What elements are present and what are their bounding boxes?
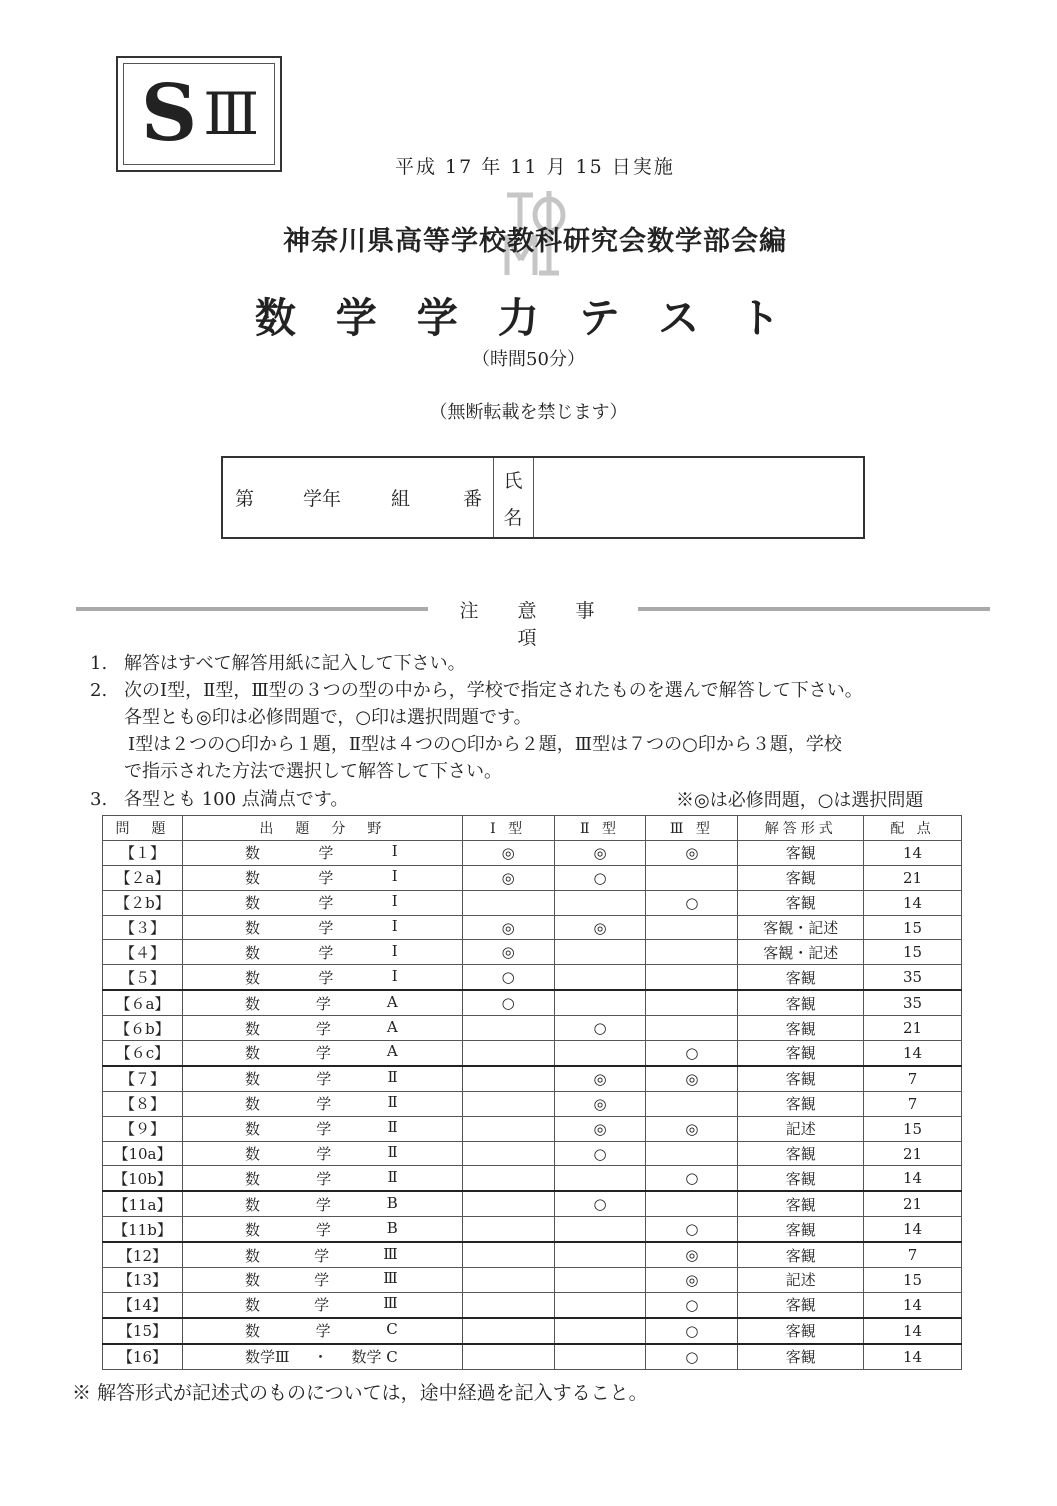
label-grade: 学年 bbox=[303, 488, 342, 510]
points-cell: 14 bbox=[864, 1217, 962, 1242]
field-part: 学 bbox=[316, 1145, 332, 1164]
points-cell: 15 bbox=[864, 1268, 962, 1293]
field-cell bbox=[182, 1091, 462, 1116]
field-part: A bbox=[386, 1042, 398, 1061]
field-part: 数 bbox=[244, 1271, 260, 1290]
field-part: 数 bbox=[244, 869, 260, 888]
problem-number-cell: 【11a】 bbox=[103, 1191, 183, 1216]
field-part: 数 bbox=[244, 994, 260, 1013]
problem-number-cell: 【10b】 bbox=[103, 1166, 183, 1191]
problem-number-cell: 【12】 bbox=[103, 1242, 183, 1267]
points-cell: 7 bbox=[864, 1242, 962, 1267]
header-points: 配 点 bbox=[864, 816, 962, 841]
type3-mark-cell: ○ bbox=[646, 1318, 738, 1344]
logo-letter: S bbox=[140, 68, 198, 159]
answer-form-cell: 客観 bbox=[738, 965, 864, 990]
field-cell bbox=[182, 840, 462, 865]
answer-form-cell: 客観 bbox=[738, 1016, 864, 1041]
type2-mark-cell bbox=[554, 1041, 646, 1066]
field-part: Ⅱ bbox=[387, 1068, 398, 1087]
type3-mark-cell: ○ bbox=[646, 1166, 738, 1191]
table-row bbox=[103, 1292, 962, 1317]
points-cell: 14 bbox=[864, 1041, 962, 1066]
type1-mark-cell: ◎ bbox=[462, 840, 554, 865]
field-cell bbox=[182, 1217, 462, 1242]
problem-number-cell: 【11b】 bbox=[103, 1217, 183, 1242]
type3-mark-cell bbox=[646, 1091, 738, 1116]
logo-numeral: Ⅲ bbox=[203, 80, 258, 148]
field-part: 数 bbox=[244, 943, 260, 962]
field-part: 数 bbox=[244, 919, 260, 937]
type2-mark-cell bbox=[554, 965, 646, 990]
answer-form-cell: 客観 bbox=[738, 1141, 864, 1166]
problem-number-cell: 【２b】 bbox=[103, 890, 183, 915]
field-part: 学 bbox=[315, 994, 331, 1013]
note-1-text: 解答はすべて解答用紙に記入して下さい。 bbox=[124, 653, 466, 674]
answer-form-cell: 客観 bbox=[738, 1066, 864, 1091]
field-part: 数 bbox=[244, 1220, 260, 1239]
points-cell: 14 bbox=[864, 1344, 962, 1369]
note-2: 2. bbox=[90, 680, 108, 701]
field-part: 数 bbox=[244, 1095, 260, 1114]
type2-mark-cell: ○ bbox=[554, 1016, 646, 1041]
problem-number-cell: 【13】 bbox=[103, 1268, 183, 1293]
field-part: C bbox=[386, 1320, 398, 1339]
type3-mark-cell bbox=[646, 965, 738, 990]
field-part: B bbox=[386, 1218, 398, 1237]
table-row bbox=[103, 915, 962, 940]
type3-mark-cell: ◎ bbox=[646, 1116, 738, 1141]
field-part: 数 bbox=[244, 1145, 260, 1164]
type1-mark-cell: ◎ bbox=[462, 865, 554, 890]
points-cell: 35 bbox=[864, 965, 962, 990]
type1-mark-cell bbox=[462, 1166, 554, 1191]
table-row bbox=[103, 840, 962, 865]
divider-left bbox=[76, 607, 428, 611]
answer-form-cell: 客観・記述 bbox=[738, 915, 864, 940]
type3-mark-cell bbox=[646, 1191, 738, 1216]
points-cell: 14 bbox=[864, 1166, 962, 1191]
type3-mark-cell: ◎ bbox=[646, 840, 738, 865]
type1-mark-cell: ◎ bbox=[462, 915, 554, 940]
field-part: Ⅱ bbox=[387, 1093, 398, 1112]
type3-mark-cell: ○ bbox=[646, 1292, 738, 1317]
field-part: 数 bbox=[244, 894, 260, 913]
field-part: 学 bbox=[318, 968, 334, 987]
table-row bbox=[103, 1066, 962, 1091]
field-part: Ⅰ bbox=[391, 842, 398, 861]
table-row bbox=[103, 1191, 962, 1216]
type1-mark-cell bbox=[462, 1292, 554, 1317]
table-row bbox=[103, 1116, 962, 1141]
field-part: ・ bbox=[312, 1348, 328, 1367]
table-row bbox=[103, 1041, 962, 1066]
type1-mark-cell bbox=[462, 1141, 554, 1166]
note-2-text: 次のⅠ型，Ⅱ型，Ⅲ型の３つの型の中から，学校で指定されたものを選んで解答して下さい。 各型とも◎印は必修問題で，○印は選択問題です。 Ⅰ型は２つの○印から１題，Ⅱ型は４つの○印から２題，Ⅲ型は７つの○印から３題，学校 で指示された方法で選択して解答して下さい。 bbox=[124, 680, 863, 782]
type2-mark-cell: ◎ bbox=[554, 1091, 646, 1116]
type2-mark-cell bbox=[554, 1344, 646, 1369]
problem-number-cell: 【９】 bbox=[103, 1116, 183, 1141]
field-cell bbox=[182, 965, 462, 990]
points-cell: 7 bbox=[864, 1091, 962, 1116]
field-cell bbox=[182, 865, 462, 890]
type3-mark-cell: ○ bbox=[646, 890, 738, 915]
field-part: Ⅰ bbox=[391, 941, 398, 960]
type2-mark-cell: ◎ bbox=[554, 840, 646, 865]
organization: 神奈川県高等学校教科研究会数学部会編 bbox=[283, 226, 787, 257]
field-part: 学 bbox=[316, 1070, 332, 1089]
type2-mark-cell: ◎ bbox=[554, 915, 646, 940]
points-cell: 14 bbox=[864, 840, 962, 865]
table-row bbox=[103, 1141, 962, 1166]
type2-mark-cell: ○ bbox=[554, 865, 646, 890]
notes-heading: 注 意 事 項 bbox=[459, 600, 634, 649]
table-body bbox=[103, 840, 962, 1369]
type1-mark-cell bbox=[462, 1318, 554, 1344]
field-part: 学 bbox=[318, 894, 334, 913]
table-row bbox=[103, 1166, 962, 1191]
table-row bbox=[103, 1091, 962, 1116]
problem-number-cell: 【14】 bbox=[103, 1292, 183, 1317]
exam-logo bbox=[116, 56, 282, 172]
type3-mark-cell: ○ bbox=[646, 1041, 738, 1066]
field-cell bbox=[182, 1268, 462, 1293]
type1-mark-cell bbox=[462, 1344, 554, 1369]
type1-mark-cell bbox=[462, 1041, 554, 1066]
field-part: Ⅱ bbox=[387, 1143, 398, 1162]
problem-number-cell: 【16】 bbox=[103, 1344, 183, 1369]
field-part: 学 bbox=[316, 1169, 332, 1188]
problem-table bbox=[102, 815, 962, 1370]
answer-form-cell: 客観 bbox=[738, 890, 864, 915]
table-row bbox=[103, 890, 962, 915]
field-part: Ⅰ bbox=[391, 966, 398, 985]
note-1: 1. bbox=[90, 653, 108, 674]
table-row bbox=[103, 1217, 962, 1242]
field-part: B bbox=[386, 1193, 398, 1212]
field-part: 学 bbox=[314, 1271, 330, 1290]
field-part: Ⅰ bbox=[391, 917, 398, 935]
divider-right bbox=[638, 607, 990, 611]
field-part: 数 bbox=[244, 1120, 260, 1139]
field-part: 学 bbox=[318, 919, 334, 937]
type1-mark-cell bbox=[462, 1217, 554, 1242]
points-cell: 15 bbox=[864, 940, 962, 965]
field-part: Ⅲ bbox=[383, 1294, 398, 1313]
type1-mark-cell: ◎ bbox=[462, 940, 554, 965]
field-part: 学 bbox=[318, 943, 334, 962]
answer-form-cell: 客観 bbox=[738, 1318, 864, 1344]
field-part: Ⅲ bbox=[383, 1269, 398, 1288]
field-part: 学 bbox=[315, 1195, 331, 1214]
page-title: 数学学力テスト bbox=[254, 294, 821, 342]
field-cell bbox=[182, 1292, 462, 1317]
type1-mark-cell bbox=[462, 1268, 554, 1293]
type3-mark-cell bbox=[646, 940, 738, 965]
field-part: 数 bbox=[244, 1019, 260, 1038]
header-type3: Ⅲ 型 bbox=[646, 816, 738, 841]
table-row bbox=[103, 1344, 962, 1369]
header-type2: Ⅱ 型 bbox=[554, 816, 646, 841]
field-part: Ⅱ bbox=[387, 1118, 398, 1137]
type2-mark-cell bbox=[554, 1292, 646, 1317]
field-part: 数 bbox=[244, 1246, 260, 1265]
table-row bbox=[103, 865, 962, 890]
field-cell bbox=[182, 1141, 462, 1166]
type3-mark-cell bbox=[646, 915, 738, 940]
table-row bbox=[103, 940, 962, 965]
table-header bbox=[103, 816, 962, 841]
problem-number-cell: 【15】 bbox=[103, 1318, 183, 1344]
points-cell: 35 bbox=[864, 990, 962, 1015]
type2-mark-cell bbox=[554, 1217, 646, 1242]
table-row bbox=[103, 1242, 962, 1267]
header-answer-form: 解答形式 bbox=[738, 816, 864, 841]
type1-mark-cell bbox=[462, 1242, 554, 1267]
points-cell: 14 bbox=[864, 1318, 962, 1344]
problem-number-cell: 【10a】 bbox=[103, 1141, 183, 1166]
problem-number-cell: 【４】 bbox=[103, 940, 183, 965]
points-cell: 7 bbox=[864, 1066, 962, 1091]
table-row bbox=[103, 990, 962, 1015]
field-part: 数 bbox=[244, 968, 260, 987]
field-part: 学 bbox=[314, 1296, 330, 1315]
table-row bbox=[103, 1268, 962, 1293]
field-cell bbox=[182, 940, 462, 965]
problem-number-cell: 【７】 bbox=[103, 1066, 183, 1091]
field-cell bbox=[182, 915, 462, 940]
points-cell: 21 bbox=[864, 865, 962, 890]
type3-mark-cell: ◎ bbox=[646, 1242, 738, 1267]
points-cell: 14 bbox=[864, 890, 962, 915]
field-cell bbox=[182, 1191, 462, 1216]
type1-mark-cell bbox=[462, 1066, 554, 1091]
field-part: 数 bbox=[244, 1169, 260, 1188]
problem-number-cell: 【３】 bbox=[103, 915, 183, 940]
field-part: 学 bbox=[315, 1220, 331, 1239]
answer-form-cell: 客観 bbox=[738, 990, 864, 1015]
field-cell bbox=[182, 1318, 462, 1344]
field-part: Ⅰ bbox=[391, 867, 398, 886]
type2-mark-cell bbox=[554, 890, 646, 915]
type3-mark-cell: ◎ bbox=[646, 1268, 738, 1293]
field-part: 数 bbox=[244, 844, 260, 863]
field-part: 学 bbox=[315, 1322, 331, 1341]
field-part: A bbox=[386, 992, 398, 1011]
points-cell: 14 bbox=[864, 1292, 962, 1317]
field-part: 数 bbox=[244, 1070, 260, 1089]
label-class: 組 bbox=[391, 488, 411, 510]
type2-mark-cell bbox=[554, 990, 646, 1015]
label-number: 番 bbox=[463, 488, 483, 510]
field-part: 学 bbox=[318, 844, 334, 863]
copyright-notice: （無断転載を禁じます） bbox=[429, 402, 628, 423]
problem-number-cell: 【５】 bbox=[103, 965, 183, 990]
field-cell bbox=[182, 1344, 462, 1369]
type3-mark-cell bbox=[646, 1141, 738, 1166]
header-type1: Ⅰ 型 bbox=[462, 816, 554, 841]
type2-mark-cell bbox=[554, 940, 646, 965]
answer-form-cell: 客観 bbox=[738, 1292, 864, 1317]
answer-form-cell: 客観 bbox=[738, 1091, 864, 1116]
type3-mark-cell bbox=[646, 865, 738, 890]
note-3-text: 各型とも 100 点満点です。 bbox=[124, 789, 349, 810]
field-part: 学 bbox=[315, 1044, 331, 1063]
type2-mark-cell bbox=[554, 1242, 646, 1267]
field-cell bbox=[182, 1116, 462, 1141]
field-cell bbox=[182, 890, 462, 915]
field-part: Ⅲ bbox=[383, 1244, 398, 1263]
type1-mark-cell: ○ bbox=[462, 965, 554, 990]
answer-form-cell: 客観 bbox=[738, 1191, 864, 1216]
field-part: 数 bbox=[244, 1044, 260, 1063]
answer-form-cell: 客観 bbox=[738, 865, 864, 890]
field-part: A bbox=[386, 1017, 398, 1036]
field-part: 数学 C bbox=[351, 1348, 398, 1367]
problem-number-cell: 【２a】 bbox=[103, 865, 183, 890]
exam-date: 平成 17 年 11 月 15 日実施 bbox=[395, 156, 675, 178]
field-cell bbox=[182, 1242, 462, 1267]
type3-mark-cell: ○ bbox=[646, 1344, 738, 1369]
points-cell: 21 bbox=[864, 1141, 962, 1166]
field-cell bbox=[182, 990, 462, 1015]
type2-mark-cell bbox=[554, 1268, 646, 1293]
problem-number-cell: 【１】 bbox=[103, 840, 183, 865]
type3-mark-cell bbox=[646, 1016, 738, 1041]
type3-mark-cell: ○ bbox=[646, 1217, 738, 1242]
points-cell: 21 bbox=[864, 1191, 962, 1216]
footnote: ※ 解答形式が記述式のものについては，途中経過を記入すること。 bbox=[72, 1382, 648, 1404]
type2-mark-cell: ○ bbox=[554, 1141, 646, 1166]
note-3: 3. bbox=[90, 789, 108, 810]
field-part: 数学Ⅲ bbox=[244, 1348, 290, 1367]
class-number-field[interactable] bbox=[223, 458, 494, 537]
problem-number-cell: 【６a】 bbox=[103, 990, 183, 1015]
type1-mark-cell bbox=[462, 890, 554, 915]
answer-form-cell: 記述 bbox=[738, 1268, 864, 1293]
table-row bbox=[103, 1016, 962, 1041]
type2-mark-cell: ○ bbox=[554, 1191, 646, 1216]
type2-mark-cell: ◎ bbox=[554, 1066, 646, 1091]
name-label: 氏 名 bbox=[493, 458, 534, 537]
type2-mark-cell bbox=[554, 1166, 646, 1191]
label-dai: 第 bbox=[235, 488, 255, 510]
answer-form-cell: 客観・記述 bbox=[738, 940, 864, 965]
time-limit: （時間50分） bbox=[472, 349, 585, 370]
answer-form-cell: 客観 bbox=[738, 1242, 864, 1267]
type3-mark-cell bbox=[646, 990, 738, 1015]
type2-mark-cell bbox=[554, 1318, 646, 1344]
field-cell bbox=[182, 1041, 462, 1066]
type1-mark-cell bbox=[462, 1191, 554, 1216]
field-part: Ⅰ bbox=[391, 892, 398, 911]
field-part: Ⅱ bbox=[387, 1167, 398, 1186]
field-part: 学 bbox=[318, 869, 334, 888]
header-field: 出 題 分 野 bbox=[182, 816, 462, 841]
points-cell: 15 bbox=[864, 1116, 962, 1141]
answer-form-cell: 客観 bbox=[738, 1344, 864, 1369]
field-part: 数 bbox=[244, 1195, 260, 1214]
answer-form-cell: 客観 bbox=[738, 1041, 864, 1066]
field-cell bbox=[182, 1016, 462, 1041]
points-cell: 21 bbox=[864, 1016, 962, 1041]
field-cell bbox=[182, 1166, 462, 1191]
field-part: 数 bbox=[244, 1322, 260, 1341]
problem-number-cell: 【６b】 bbox=[103, 1016, 183, 1041]
points-cell: 15 bbox=[864, 915, 962, 940]
problem-number-cell: 【６c】 bbox=[103, 1041, 183, 1066]
name-field[interactable] bbox=[534, 458, 863, 537]
answer-form-cell: 客観 bbox=[738, 840, 864, 865]
type3-mark-cell: ◎ bbox=[646, 1066, 738, 1091]
field-part: 学 bbox=[315, 1019, 331, 1038]
type1-mark-cell bbox=[462, 1016, 554, 1041]
field-part: 数 bbox=[244, 1296, 260, 1315]
problem-number-cell: 【８】 bbox=[103, 1091, 183, 1116]
field-part: 学 bbox=[314, 1246, 330, 1265]
student-info-box bbox=[221, 456, 865, 539]
type1-mark-cell bbox=[462, 1091, 554, 1116]
field-part: 学 bbox=[316, 1120, 332, 1139]
table-row bbox=[103, 965, 962, 990]
answer-form-cell: 記述 bbox=[738, 1116, 864, 1141]
header-problem: 問 題 bbox=[103, 816, 183, 841]
type2-mark-cell: ◎ bbox=[554, 1116, 646, 1141]
type1-mark-cell: ○ bbox=[462, 990, 554, 1015]
field-cell bbox=[182, 1066, 462, 1091]
answer-form-cell: 客観 bbox=[738, 1217, 864, 1242]
field-part: 学 bbox=[316, 1095, 332, 1114]
table-row bbox=[103, 1318, 962, 1344]
legend: ※◎は必修問題，○は選択問題 bbox=[676, 790, 924, 811]
answer-form-cell: 客観 bbox=[738, 1166, 864, 1191]
type1-mark-cell bbox=[462, 1116, 554, 1141]
